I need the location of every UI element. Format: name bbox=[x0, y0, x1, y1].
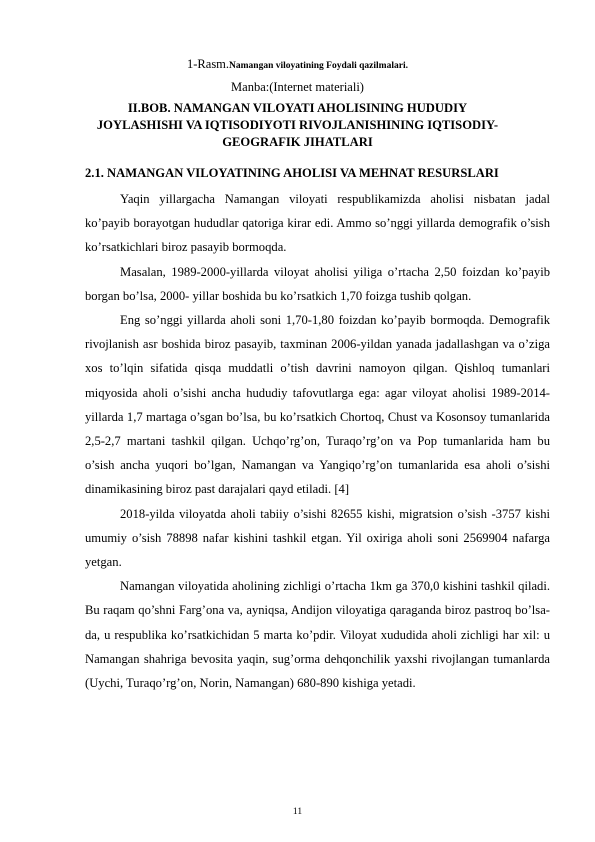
figure-caption bbox=[0, 57, 595, 72]
paragraph: Yaqin yillargacha Namangan viloyati respublikamizda aholisi nisbatan jadal ko’payib borayotgan hududlar qatoriga kirar edi. Ammo so’nggi yillarda demografik o’sish ko’rsatkichlari biroz pasayib bormoqda. bbox=[85, 192, 550, 255]
figure-source: Manba:(Internet materiali) bbox=[231, 80, 364, 94]
paragraph: Eng so’nggi yillarda aholi soni 1,70-1,80 foizdan ko’payib bormoqda. Demografik rivojlanish asr boshida biroz pasayib, taxminan 2006-yildan yanada jadallashgan va o’ziga xos to’lqin sifatida qisqa muddatli o’tish davrini namoyon qilgan. Qishloq tumanlari miqyosida aholi o’sishi ancha hududiy tafovutlarga ega: agar viloyat aholisi 1989-2014-yillarda 1,7 martaga o’sgan bo’lsa, bu ko’rsatkich Chortoq, Chust va Kosonsoy tumanlarida 2,5-2,7 martani tashkil qilgan. Uchqo’rg’on, Turaqo’rg’on va Pop tumanlarida ham bu o’sish ancha yuqori bo’lgan, Namangan va Yangiqo’rg’on tumanlarida esa aholi o’sishi dinamikasining biroz past darajalari qayd etiladi. [4] bbox=[85, 313, 550, 497]
chapter-title: II.BOB. NAMANGAN VILOYATI AHOLISINING HUDUDIY JOYLASHISHI VA IQTISODIYOTI RIVOJLANISHINING IQTISODIY-GEOGRAFIK JIHATLARI bbox=[96, 101, 499, 149]
paragraph: 2018-yilda viloyatda aholi tabiiy o’sishi 82655 kishi, migratsion o’sish -3757 kishi umumiy o’sish 78898 nafar kishini tashkil etgan. Yil oxiriga aholi soni 2569904 nafarga yetgan. bbox=[85, 506, 550, 570]
paragraph: Masalan, 1989-2000-yillarda viloyat aholisi yiliga o’rtacha 2,50 foizdan ko’payib borgan bo’lsa, 2000- yillar boshida bu ko’rsatkich 1,70 foizga tushib qolgan. bbox=[85, 264, 550, 303]
page-number: 11 bbox=[292, 807, 303, 817]
figure-caption-prefix: 1-Rasm. bbox=[187, 57, 230, 71]
body-text bbox=[85, 187, 550, 695]
section-title: 2.1. NAMANGAN VILOYATINING AHOLISI VA MEHNAT RESURSLARI bbox=[85, 166, 499, 180]
paragraph: Namangan viloyatida aholining zichligi o’rtacha 1km ga 370,0 kishini tashkil qiladi. Bu raqam qo’shni Farg’ona va, ayniqsa, Andijon viloyatiga qaraganda biroz pastroq bo’lsa-da, u respublika ko’rsatkichidan 5 marta ko’pdir. Viloyat xududida aholi zichligi har xil: u Namangan shahriga bevosita yaqin, sug’orma dehqonchilik yaxshi rivojlangan tumanlarda (Uychi, Turaqo’rg’on, Norin, Namangan) 680-890 kishiga yetadi. bbox=[85, 579, 550, 691]
figure-caption-title: Namangan viloyatining Foydali qazilmalari. bbox=[229, 61, 408, 71]
